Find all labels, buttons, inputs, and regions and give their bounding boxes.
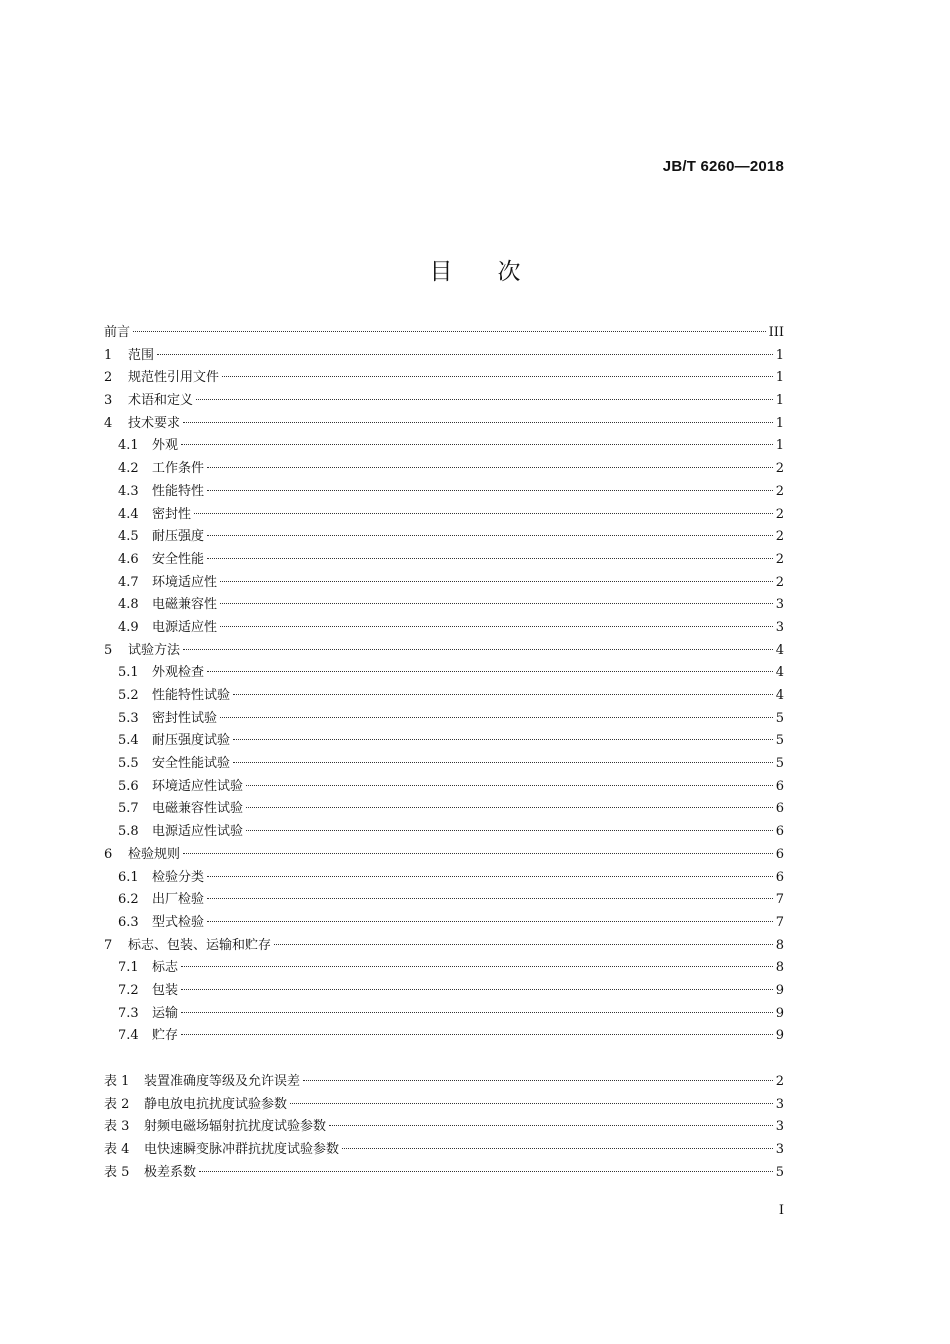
entry-page: 8 <box>775 937 784 953</box>
dot-leader <box>207 921 773 922</box>
toc-entry[interactable] <box>104 526 784 549</box>
toc-entry[interactable] <box>104 1025 784 1048</box>
entry-title: 规范性引用文件 <box>128 370 220 386</box>
entry-number: 4 <box>104 415 113 431</box>
toc-entry[interactable] <box>104 572 784 595</box>
entry-title: 性能特性 <box>152 483 205 499</box>
dot-leader <box>220 581 773 582</box>
dot-leader <box>220 717 773 718</box>
entry-number: 6.3 <box>118 914 139 930</box>
dot-leader <box>246 807 773 808</box>
section-gap <box>104 1048 784 1071</box>
entry-number: 5.2 <box>118 688 139 703</box>
dot-leader <box>194 513 773 514</box>
dot-leader <box>181 966 773 967</box>
toc-entry[interactable] <box>104 1003 784 1026</box>
entry-title: 检验规则 <box>128 846 181 862</box>
entry-title: 技术要求 <box>128 415 181 431</box>
entry-number: 7.4 <box>118 1028 139 1044</box>
dot-leader <box>220 626 773 627</box>
entry-page: 4 <box>775 688 784 703</box>
entry-title: 安全性能 <box>152 551 205 567</box>
entry-page: 7 <box>775 892 784 908</box>
entry-title: 前言 <box>104 325 131 340</box>
entry-page: 3 <box>775 1119 784 1135</box>
toc-entry[interactable] <box>104 980 784 1003</box>
dot-leader <box>222 376 773 377</box>
entry-title: 外观检查 <box>152 665 205 681</box>
entry-page: 7 <box>775 914 784 930</box>
table-list-item[interactable] <box>104 1071 784 1094</box>
dot-leader <box>183 853 773 854</box>
entry-number: 7.3 <box>118 1005 139 1021</box>
entry-number: 4.7 <box>118 574 139 590</box>
entry-page: 1 <box>775 393 784 409</box>
toc-entry[interactable] <box>104 957 784 980</box>
dot-leader <box>181 1034 773 1035</box>
entry-number: 5.1 <box>118 665 139 681</box>
toc-entry[interactable] <box>104 504 784 527</box>
entry-number: 5 <box>104 642 113 658</box>
entry-number: 表 4 <box>104 1142 130 1158</box>
entry-title: 标志、包装、运输和贮存 <box>128 937 272 953</box>
dot-leader <box>196 399 773 400</box>
table-list-item[interactable] <box>104 1139 784 1162</box>
entry-page: 9 <box>775 1028 784 1044</box>
entry-number: 7.2 <box>118 982 139 998</box>
entry-number: 5.4 <box>118 733 139 749</box>
entry-title: 运输 <box>152 1005 179 1021</box>
toc-entry[interactable] <box>104 889 784 912</box>
dot-leader <box>220 603 773 604</box>
toc-entry[interactable] <box>104 594 784 617</box>
entry-number: 3 <box>104 393 113 409</box>
dot-leader <box>246 830 773 831</box>
toc-entry[interactable] <box>104 345 784 368</box>
toc-entry[interactable] <box>104 322 784 345</box>
dot-leader <box>207 671 773 672</box>
entry-page: 3 <box>775 1096 784 1112</box>
table-list-item[interactable] <box>104 1162 784 1185</box>
toc-entry[interactable] <box>104 367 784 390</box>
entry-number: 表 3 <box>104 1119 130 1135</box>
entry-title: 电源适应性试验 <box>152 824 244 840</box>
dot-leader <box>233 739 773 740</box>
entry-title: 环境适应性 <box>152 574 218 590</box>
dot-leader <box>207 898 773 899</box>
dot-leader <box>274 944 773 945</box>
entry-title: 电磁兼容性 <box>152 597 218 613</box>
entry-number: 4.2 <box>118 461 139 477</box>
entry-page: 5 <box>775 710 784 726</box>
entry-page: 2 <box>775 506 784 522</box>
entry-page: 2 <box>775 1074 784 1089</box>
entry-number: 4.1 <box>118 438 139 454</box>
toc-entry[interactable] <box>104 730 784 753</box>
page-number: I <box>778 1203 784 1218</box>
dot-leader <box>290 1103 773 1104</box>
toc-entry[interactable] <box>104 867 784 890</box>
dot-leader <box>207 490 773 491</box>
entry-number: 7 <box>104 937 113 953</box>
entry-number: 表 5 <box>104 1164 130 1180</box>
entry-page: 5 <box>775 1164 784 1180</box>
toc-entry[interactable] <box>104 844 784 867</box>
entry-title: 出厂检验 <box>152 892 205 908</box>
entry-title: 性能特性试验 <box>152 688 231 703</box>
entry-number: 6.1 <box>118 869 139 885</box>
entry-title: 外观 <box>152 438 179 454</box>
entry-page: 6 <box>775 869 784 885</box>
entry-page: 6 <box>775 801 784 817</box>
entry-number: 2 <box>104 370 113 386</box>
entry-page: 3 <box>775 597 784 613</box>
dot-leader <box>157 354 773 355</box>
entry-page: 2 <box>775 574 784 590</box>
toc-entry[interactable] <box>104 753 784 776</box>
dot-leader <box>183 422 773 423</box>
dot-leader <box>303 1080 773 1081</box>
entry-title: 电源适应性 <box>152 619 218 635</box>
dot-leader <box>133 331 766 332</box>
entry-number: 5.7 <box>118 801 139 817</box>
table-list-item[interactable] <box>104 1116 784 1139</box>
entry-number: 4.5 <box>118 529 139 545</box>
entry-page: 1 <box>775 438 784 454</box>
entry-page: 5 <box>775 733 784 749</box>
entry-page: 1 <box>775 347 784 363</box>
entry-page: 3 <box>775 619 784 635</box>
entry-title: 密封性 <box>152 506 192 522</box>
entry-page: 2 <box>775 461 784 477</box>
entry-title: 装置准确度等级及允许误差 <box>144 1074 301 1089</box>
entry-number: 6.2 <box>118 892 139 908</box>
entry-number: 5.8 <box>118 824 139 840</box>
entry-number: 5.5 <box>118 756 139 772</box>
entry-title: 贮存 <box>152 1028 179 1044</box>
dot-leader <box>233 694 773 695</box>
dot-leader <box>207 467 773 468</box>
dot-leader <box>207 558 773 559</box>
dot-leader <box>329 1125 773 1126</box>
entry-number: 7.1 <box>118 960 139 976</box>
standard-code: JB/T 6260—2018 <box>662 158 784 175</box>
toc-entry[interactable] <box>104 821 784 844</box>
entry-page: 2 <box>775 483 784 499</box>
entry-number: 6 <box>104 846 113 862</box>
entry-title: 耐压强度 <box>152 529 205 545</box>
entry-title: 标志 <box>152 960 179 976</box>
entry-page: 4 <box>775 642 784 658</box>
entry-number: 4.6 <box>118 551 139 567</box>
entry-page: 9 <box>775 982 784 998</box>
dot-leader <box>199 1171 773 1172</box>
dot-leader <box>181 444 773 445</box>
entry-number: 4.3 <box>118 483 139 499</box>
dot-leader <box>207 876 773 877</box>
toc-entry[interactable] <box>104 435 784 458</box>
toc-entry[interactable] <box>104 935 784 958</box>
entry-page: 9 <box>775 1005 784 1021</box>
entry-title: 射频电磁场辐射抗扰度试验参数 <box>144 1119 327 1135</box>
entry-page: III <box>768 325 784 340</box>
entry-page: 1 <box>775 415 784 431</box>
toc-entry[interactable] <box>104 776 784 799</box>
entry-page: 8 <box>775 960 784 976</box>
dot-leader <box>246 785 773 786</box>
entry-title: 包装 <box>152 982 179 998</box>
table-list-item[interactable] <box>104 1094 784 1117</box>
entry-page: 6 <box>775 778 784 794</box>
toc-entry[interactable] <box>104 617 784 640</box>
page-title: 目次 <box>429 259 566 285</box>
entry-number: 表 2 <box>104 1096 130 1112</box>
entry-title: 极差系数 <box>144 1164 197 1180</box>
entry-page: 6 <box>775 824 784 840</box>
toc-entry[interactable] <box>104 662 784 685</box>
toc-entry[interactable] <box>104 798 784 821</box>
entry-page: 1 <box>775 370 784 386</box>
toc-entry[interactable] <box>104 458 784 481</box>
entry-title: 静电放电抗扰度试验参数 <box>144 1096 288 1112</box>
entry-number: 4.9 <box>118 619 139 635</box>
entry-title: 试验方法 <box>128 642 181 658</box>
toc-entry[interactable] <box>104 640 784 663</box>
entry-page: 2 <box>775 551 784 567</box>
entry-page: 2 <box>775 529 784 545</box>
toc-entry[interactable] <box>104 912 784 935</box>
entry-title: 安全性能试验 <box>152 756 231 772</box>
entry-title: 电快速瞬变脉冲群抗扰度试验参数 <box>144 1142 340 1158</box>
entry-number: 4.4 <box>118 506 139 522</box>
dot-leader <box>233 762 773 763</box>
toc-entry[interactable] <box>104 708 784 731</box>
entry-page: 4 <box>775 665 784 681</box>
entry-number: 表 1 <box>104 1074 130 1089</box>
entry-page: 6 <box>775 846 784 862</box>
toc-entry[interactable] <box>104 390 784 413</box>
entry-title: 环境适应性试验 <box>152 778 244 794</box>
entry-title: 检验分类 <box>152 869 205 885</box>
dot-leader <box>342 1148 773 1149</box>
entry-title: 电磁兼容性试验 <box>152 801 244 817</box>
entry-title: 耐压强度试验 <box>152 733 231 749</box>
entry-number: 5.3 <box>118 710 139 726</box>
entry-title: 范围 <box>128 347 155 363</box>
toc-entry[interactable] <box>104 481 784 504</box>
toc-entry[interactable] <box>104 685 784 708</box>
entry-number: 4.8 <box>118 597 139 613</box>
toc-entry[interactable] <box>104 413 784 436</box>
dot-leader <box>181 1012 773 1013</box>
entry-number: 1 <box>104 347 113 363</box>
entry-title: 术语和定义 <box>128 393 194 409</box>
dot-leader <box>181 989 773 990</box>
dot-leader <box>207 535 773 536</box>
table-of-contents <box>104 322 784 1184</box>
entry-title: 型式检验 <box>152 914 205 930</box>
entry-title: 密封性试验 <box>152 710 218 726</box>
entry-number: 5.6 <box>118 778 139 794</box>
entry-title: 工作条件 <box>152 461 205 477</box>
toc-entry[interactable] <box>104 549 784 572</box>
entry-page: 5 <box>775 756 784 772</box>
dot-leader <box>183 649 773 650</box>
entry-page: 3 <box>775 1142 784 1158</box>
